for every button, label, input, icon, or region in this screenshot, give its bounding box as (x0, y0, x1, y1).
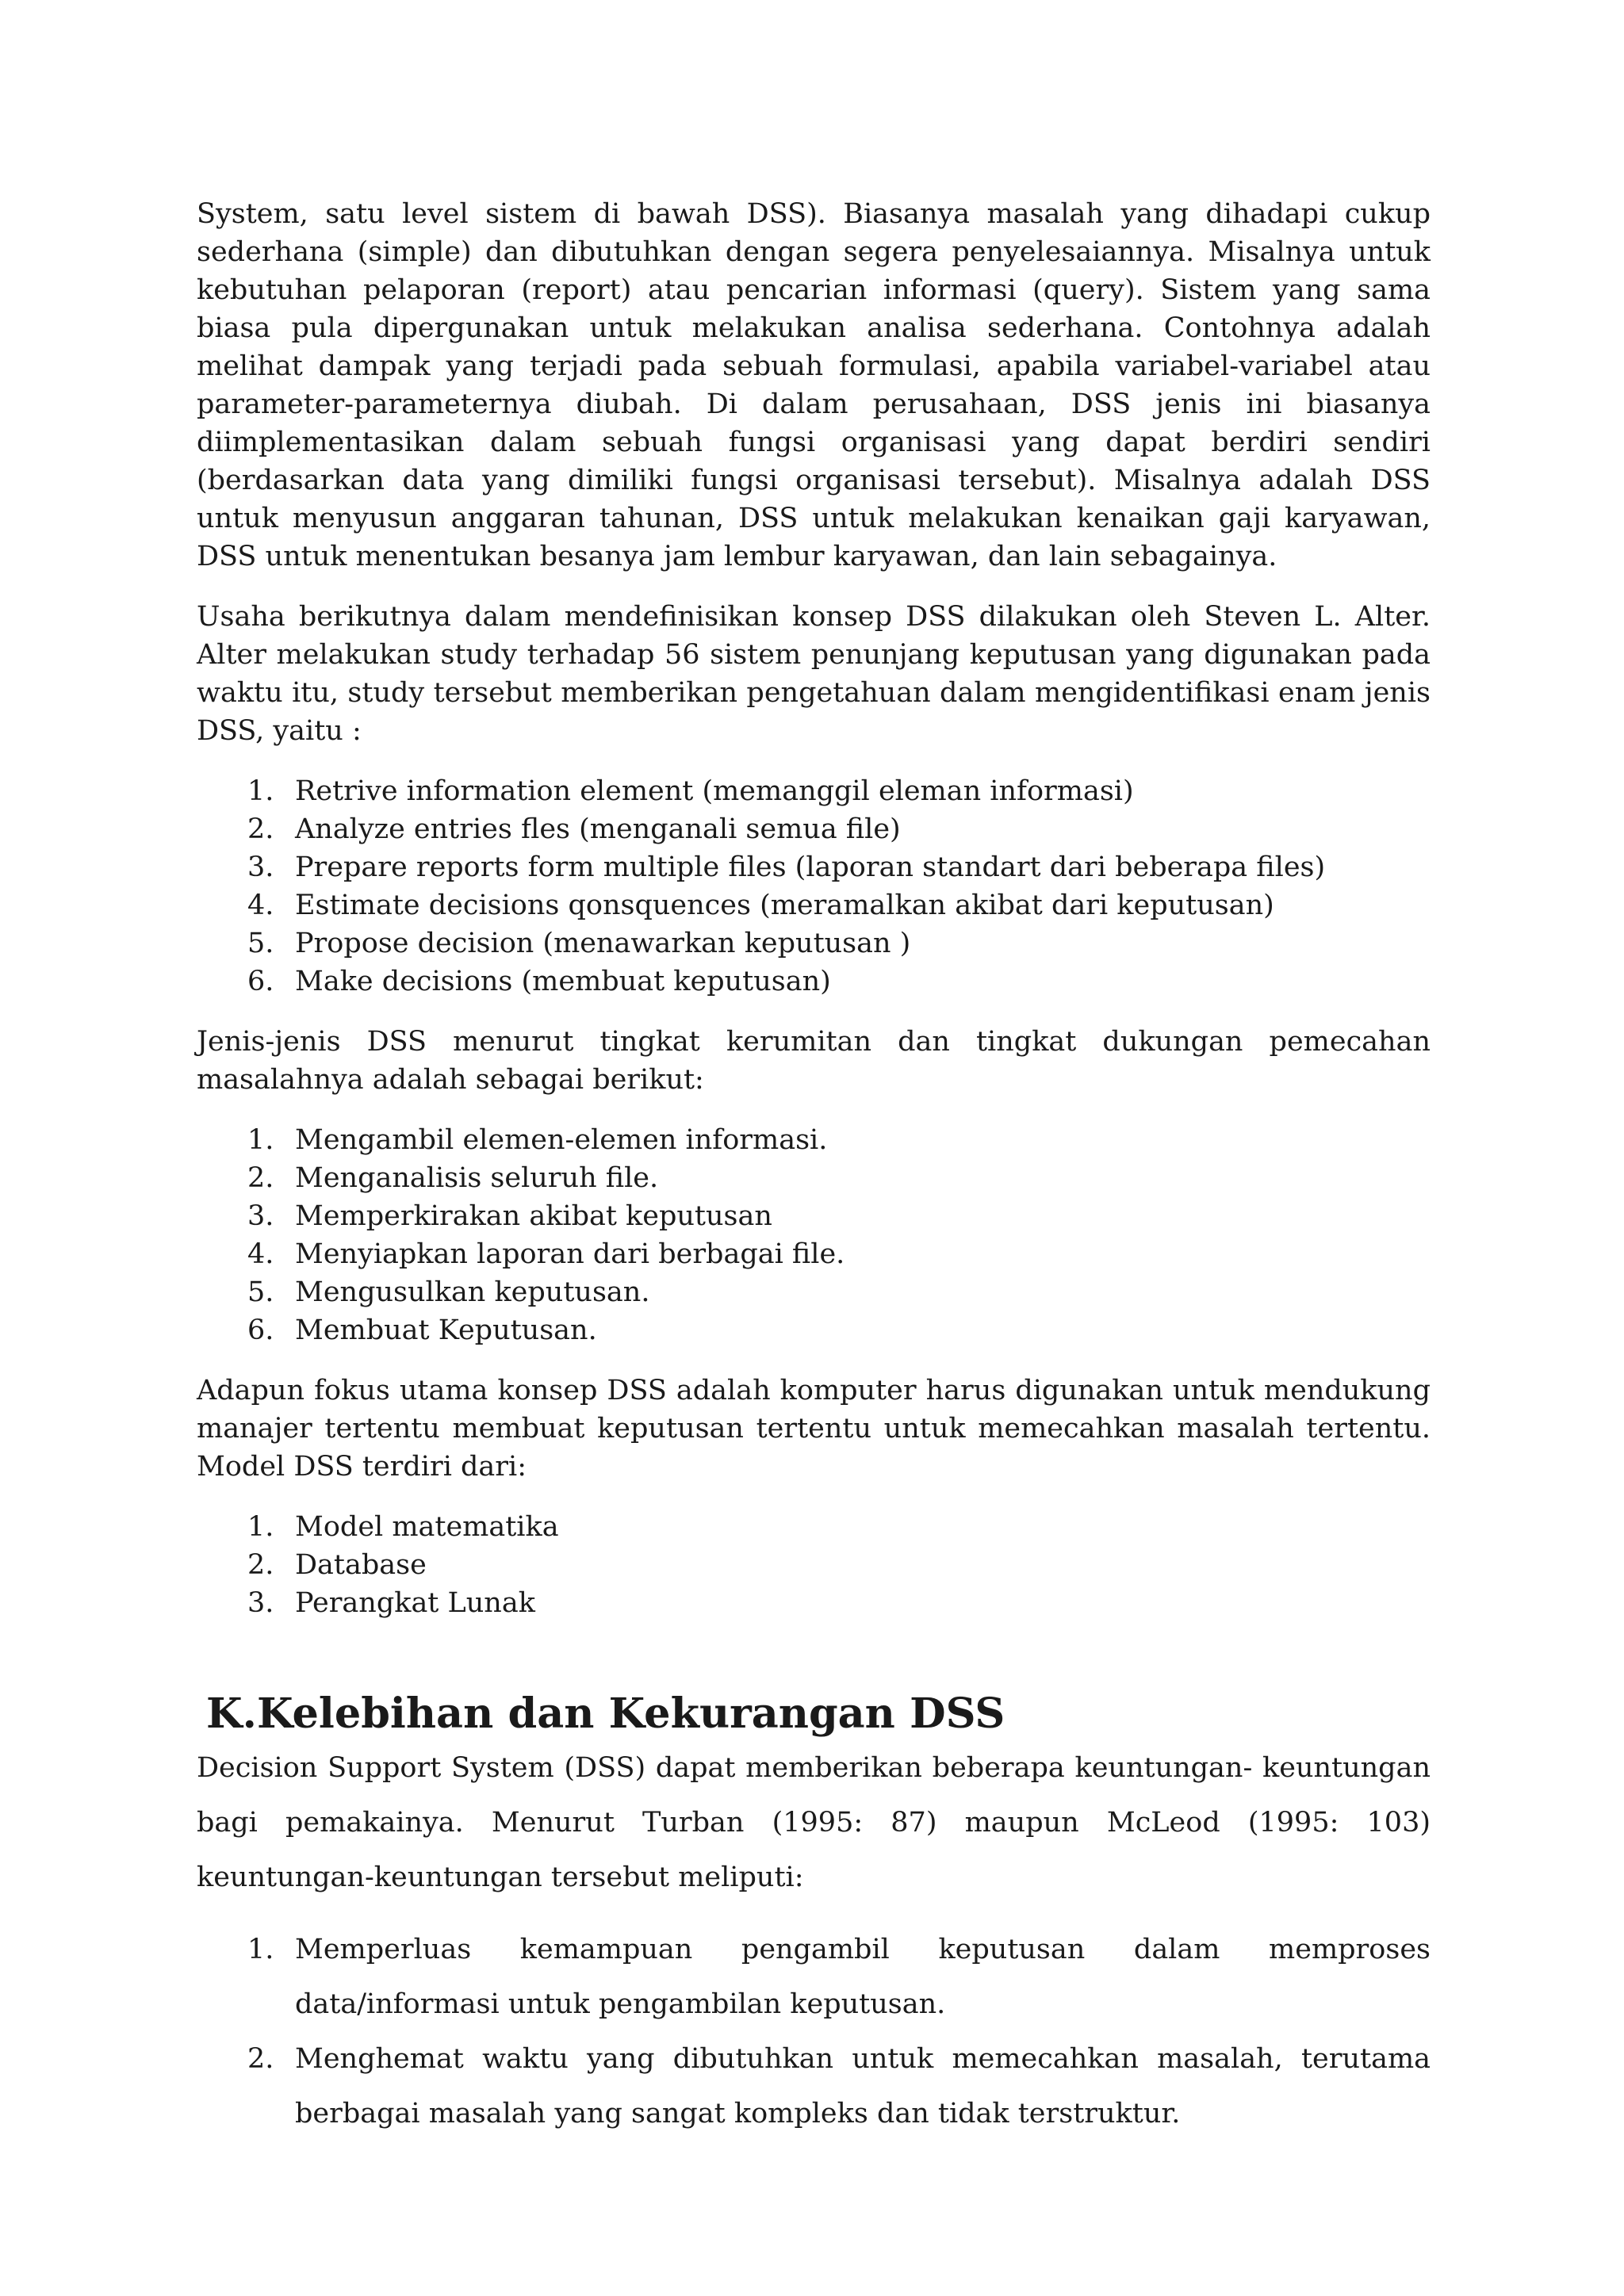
list-number: 2. (247, 1162, 274, 1194)
list-text: Make decisions (membuat keputusan) (295, 966, 831, 997)
alter-paragraph: Usaha berikutnya dalam mendefinisikan konsep DSS dilakukan oleh Steven L. Alter. Alter melakukan study terhadap 56 sistem penunjang keputusan yang digunakan pada waktu itu, study tersebut memberikan pengetahuan dalam mengidentifikasi enam jenis DSS, yaitu : (197, 601, 1431, 747)
list-item (197, 1508, 1431, 1546)
list-number: 3. (247, 1200, 274, 1232)
list-text: Estimate decisions qonsquences (meramalkan akibat dari keputusan) (295, 890, 1274, 921)
types-list (197, 1121, 1431, 1349)
list-number: 6. (247, 966, 274, 997)
list-text: Perangkat Lunak (295, 1587, 535, 1619)
section-title: Kelebihan dan Kekurangan DSS (257, 1689, 1005, 1738)
list-item (197, 1273, 1431, 1311)
list-text: Analyze entries fles (menganali semua file) (295, 813, 901, 845)
list-text: Database (295, 1549, 427, 1581)
list-text: Membuat Keputusan. (295, 1314, 597, 1346)
list-text: Memperluas kemampuan pengambil keputusan dalam memproses data/informasi untuk pengambilan keputusan. (295, 1934, 1431, 2020)
list-text: Menghemat waktu yang dibutuhkan untuk memecahkan masalah, terutama berbagai masalah yang sangat kompleks dan tidak terstruktur. (295, 2043, 1431, 2130)
list-number: 1. (247, 1124, 274, 1156)
list-number: 3. (247, 851, 274, 883)
list-number: 1. (247, 775, 274, 807)
intro-paragraph: System, satu level sistem di bawah DSS). Biasanya masalah yang dihadapi cukup sederhana (simple) dan dibutuhkan dengan segera penyelesaiannya. Misalnya untuk kebutuhan pelaporan (report) atau pencarian informasi (query). Sistem yang sama biasa pula dipergunakan untuk melakukan analisa sederhana. Contohnya adalah melihat dampak yang terjadi pada sebuah formulasi, apabila variabel-variabel atau parameter-parameternya diubah. Di dalam perusahaan, DSS jenis ini biasanya diimplementasikan dalam sebuah fungsi organisasi yang dapat berdiri sendiri (berdasarkan data yang dimiliki fungsi organisasi tersebut). Misalnya adalah DSS untuk menyusun anggaran tahunan, DSS untuk melakukan kenaikan gaji karyawan, DSS untuk menentukan besanya jam lembur karyawan, dan lain sebagainya. (197, 198, 1431, 572)
list-number: 4. (247, 1238, 274, 1270)
list-number: 2. (247, 1549, 274, 1581)
list-item (197, 1311, 1431, 1349)
list-item (197, 962, 1431, 1001)
list-number: 4. (247, 890, 274, 921)
benefit-list (197, 1923, 1431, 2141)
list-text: Memperkirakan akibat keputusan (295, 1200, 772, 1232)
list-text: Menyiapkan laporan dari berbagai file. (295, 1238, 845, 1270)
list-number: 2. (247, 813, 274, 845)
list-number: 5. (247, 928, 274, 959)
list-text: Prepare reports form multiple files (laporan standart dari beberapa files) (295, 851, 1326, 883)
focus-paragraph: Adapun fokus utama konsep DSS adalah komputer harus digunakan untuk mendukung manajer tertentu membuat keputusan tertentu untuk memecahkan masalah tertentu. Model DSS terdiri dari: (197, 1375, 1431, 1483)
list-number: 3. (247, 1587, 274, 1619)
list-item (197, 848, 1431, 886)
list-item (197, 1584, 1431, 1622)
list-item (197, 886, 1431, 924)
list-number: 6. (247, 1314, 274, 1346)
list-number: 1. (247, 1511, 274, 1543)
section-heading (197, 1689, 1431, 1738)
list-text: Model matematika (295, 1511, 559, 1543)
list-item (197, 1197, 1431, 1235)
list-number: 2. (247, 2043, 274, 2075)
list-item (197, 1235, 1431, 1273)
list-number: 1. (247, 1934, 274, 1965)
list-item (197, 772, 1431, 810)
section-letter: K. (206, 1689, 257, 1738)
list-item (197, 1121, 1431, 1159)
list-number: 5. (247, 1276, 274, 1308)
list-item (197, 1159, 1431, 1197)
benefit-paragraph: Decision Support System (DSS) dapat memberikan beberapa keuntungan- keuntungan bagi pemakainya. Menurut Turban (1995: 87) maupun McLeod (1995: 103) keuntungan-keuntungan tersebut meliputi: (197, 1752, 1431, 1893)
list-item (197, 2032, 1431, 2141)
list-text: Mengusulkan keputusan. (295, 1276, 650, 1308)
model-list (197, 1508, 1431, 1622)
list-text: Retrive information element (memanggil eleman informasi) (295, 775, 1134, 807)
types-paragraph: Jenis-jenis DSS menurut tingkat kerumitan dan tingkat dukungan pemecahan masalahnya adalah sebagai berikut: (197, 1026, 1431, 1096)
list-item (197, 1546, 1431, 1584)
alter-list (197, 772, 1431, 1001)
document-page (197, 195, 1431, 2141)
list-item (197, 1923, 1431, 2032)
list-text: Propose decision (menawarkan keputusan ) (295, 928, 911, 959)
list-item (197, 810, 1431, 848)
list-item (197, 924, 1431, 962)
list-text: Mengambil elemen-elemen informasi. (295, 1124, 828, 1156)
list-text: Menganalisis seluruh file. (295, 1162, 659, 1194)
